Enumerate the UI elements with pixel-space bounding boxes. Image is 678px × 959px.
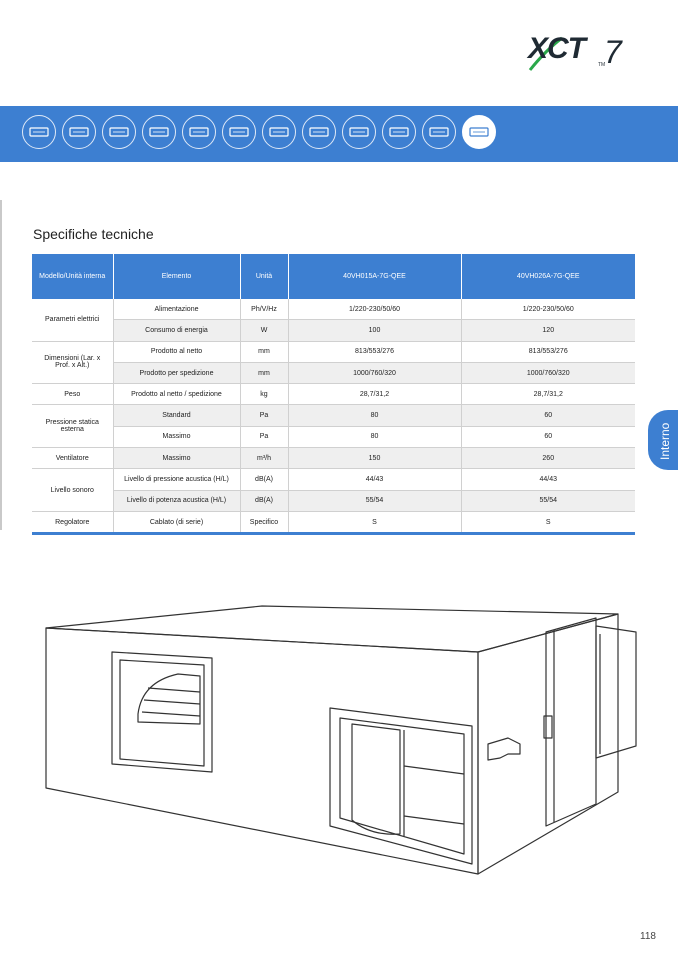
header-model-2: 40VH026A-7G-QEE: [461, 254, 635, 299]
cell-value-2: 28,7/31,2: [461, 384, 635, 405]
floor-standing-icon[interactable]: [422, 115, 456, 149]
cell-element: Massimo: [113, 448, 240, 469]
floor-ceiling-icon-glyph: [348, 125, 370, 139]
erv-icon[interactable]: [462, 115, 496, 149]
logo-trademark: TM: [598, 62, 606, 68]
cell-element: Cablato (di serie): [113, 511, 240, 533]
group-label: Peso: [32, 384, 113, 405]
duct-high-pressure-icon[interactable]: [262, 115, 296, 149]
cell-unit: kg: [240, 384, 288, 405]
cell-element: Livello di potenza acustica (H/L): [113, 490, 240, 511]
cell-element: Massimo: [113, 426, 240, 447]
duct-slim-icon-glyph: [228, 125, 250, 139]
cell-value-1: 813/553/276: [288, 341, 461, 362]
table-row: [32, 384, 635, 405]
group-label: Pressione statica esterna: [32, 405, 113, 448]
cell-element: Prodotto al netto / spedizione: [113, 384, 240, 405]
ducted-erv-unit-illustration: [40, 596, 646, 880]
handle-bracket: [488, 738, 520, 760]
cell-value-1: S: [288, 511, 461, 533]
cell-element: Prodotto al netto: [113, 341, 240, 362]
cell-value-1: 44/43: [288, 469, 461, 490]
unit-top-face: [46, 606, 618, 652]
table-row: [32, 405, 635, 426]
cell-value-1: 80: [288, 426, 461, 447]
cell-element: Standard: [113, 405, 240, 426]
cell-value-2: 1/220-230/50/60: [461, 299, 635, 320]
erv-icon-glyph: [468, 125, 490, 139]
unit-left-face: [46, 628, 478, 874]
cell-unit: W: [240, 320, 288, 341]
spec-table: [32, 254, 635, 535]
cassette-compact-icon[interactable]: [142, 115, 176, 149]
floor-standing-icon-glyph: [428, 125, 450, 139]
table-row: [32, 448, 635, 469]
cell-unit: dB(A): [240, 490, 288, 511]
duct-icon-glyph: [188, 125, 210, 139]
header-unit: Unità: [240, 254, 288, 299]
cell-element: Consumo di energia: [113, 320, 240, 341]
table-row: [32, 426, 635, 447]
cell-value-2: 813/553/276: [461, 341, 635, 362]
front-grille-frame: [330, 708, 472, 864]
cell-unit: mm: [240, 362, 288, 383]
table-row: [32, 320, 635, 341]
cell-value-2: 260: [461, 448, 635, 469]
table-header-row: [32, 254, 635, 299]
table-row: [32, 490, 635, 511]
table-row: [32, 341, 635, 362]
cassette-round-icon[interactable]: [102, 115, 136, 149]
cell-value-2: 60: [461, 426, 635, 447]
category-icon-row: [22, 115, 496, 151]
console-icon[interactable]: [382, 115, 416, 149]
duct-icon[interactable]: [182, 115, 216, 149]
cell-value-1: 28,7/31,2: [288, 384, 461, 405]
cell-unit: Pa: [240, 426, 288, 447]
group-label: Parametri elettrici: [32, 299, 113, 341]
wall-mounted-icon[interactable]: [302, 115, 336, 149]
table-body: [32, 299, 635, 534]
duct-high-pressure-icon-glyph: [268, 125, 290, 139]
table-row: [32, 362, 635, 383]
cell-value-2: 55/54: [461, 490, 635, 511]
cell-element: Alimentazione: [113, 299, 240, 320]
floor-ceiling-icon[interactable]: [342, 115, 376, 149]
group-label: Livello sonoro: [32, 469, 113, 512]
cell-unit: Pa: [240, 405, 288, 426]
logo-number: 7: [604, 34, 622, 70]
cell-unit: m³/h: [240, 448, 288, 469]
header-model: Modello/Unità interna: [32, 254, 113, 299]
cell-value-2: 60: [461, 405, 635, 426]
cassette-round-icon-glyph: [108, 125, 130, 139]
page-number: 118: [640, 931, 656, 942]
wall-mounted-icon-glyph: [308, 125, 330, 139]
section-title: Specifiche tecniche: [33, 226, 154, 242]
cassette-compact-icon-glyph: [148, 125, 170, 139]
cell-unit: Specifico: [240, 511, 288, 533]
header-element: Elemento: [113, 254, 240, 299]
left-grille-frame: [112, 652, 212, 772]
cell-value-2: S: [461, 511, 635, 533]
logo-text: XCT: [528, 32, 585, 65]
header-model-1: 40VH015A-7G-QEE: [288, 254, 461, 299]
cell-value-1: 80: [288, 405, 461, 426]
cassette-icon[interactable]: [22, 115, 56, 149]
cell-value-2: 44/43: [461, 469, 635, 490]
group-label: Regolatore: [32, 511, 113, 533]
cell-value-1: 100: [288, 320, 461, 341]
cell-value-2: 1000/760/320: [461, 362, 635, 383]
cell-element: Prodotto per spedizione: [113, 362, 240, 383]
table-row: [32, 511, 635, 533]
unit-right-face: [478, 614, 618, 874]
cell-unit: mm: [240, 341, 288, 362]
cassette-icon-glyph: [28, 125, 50, 139]
cassette-icon-glyph: [68, 125, 90, 139]
left-margin-rule: [0, 200, 2, 530]
table-row: [32, 469, 635, 490]
cell-value-1: 55/54: [288, 490, 461, 511]
group-label: Dimensioni (Lar. x Prof. x Alt.): [32, 341, 113, 384]
group-label: Ventilatore: [32, 448, 113, 469]
cell-value-1: 150: [288, 448, 461, 469]
cell-value-1: 1/220-230/50/60: [288, 299, 461, 320]
console-icon-glyph: [388, 125, 410, 139]
end-flange: [596, 626, 636, 758]
cell-value-1: 1000/760/320: [288, 362, 461, 383]
cell-unit: Ph/V/Hz: [240, 299, 288, 320]
cell-unit: dB(A): [240, 469, 288, 490]
cell-element: Livello di pressione acustica (H/L): [113, 469, 240, 490]
cell-value-2: 120: [461, 320, 635, 341]
cassette-icon[interactable]: [62, 115, 96, 149]
table-row: [32, 299, 635, 320]
duct-slim-icon[interactable]: [222, 115, 256, 149]
side-tab-label[interactable]: Interno: [658, 422, 672, 460]
